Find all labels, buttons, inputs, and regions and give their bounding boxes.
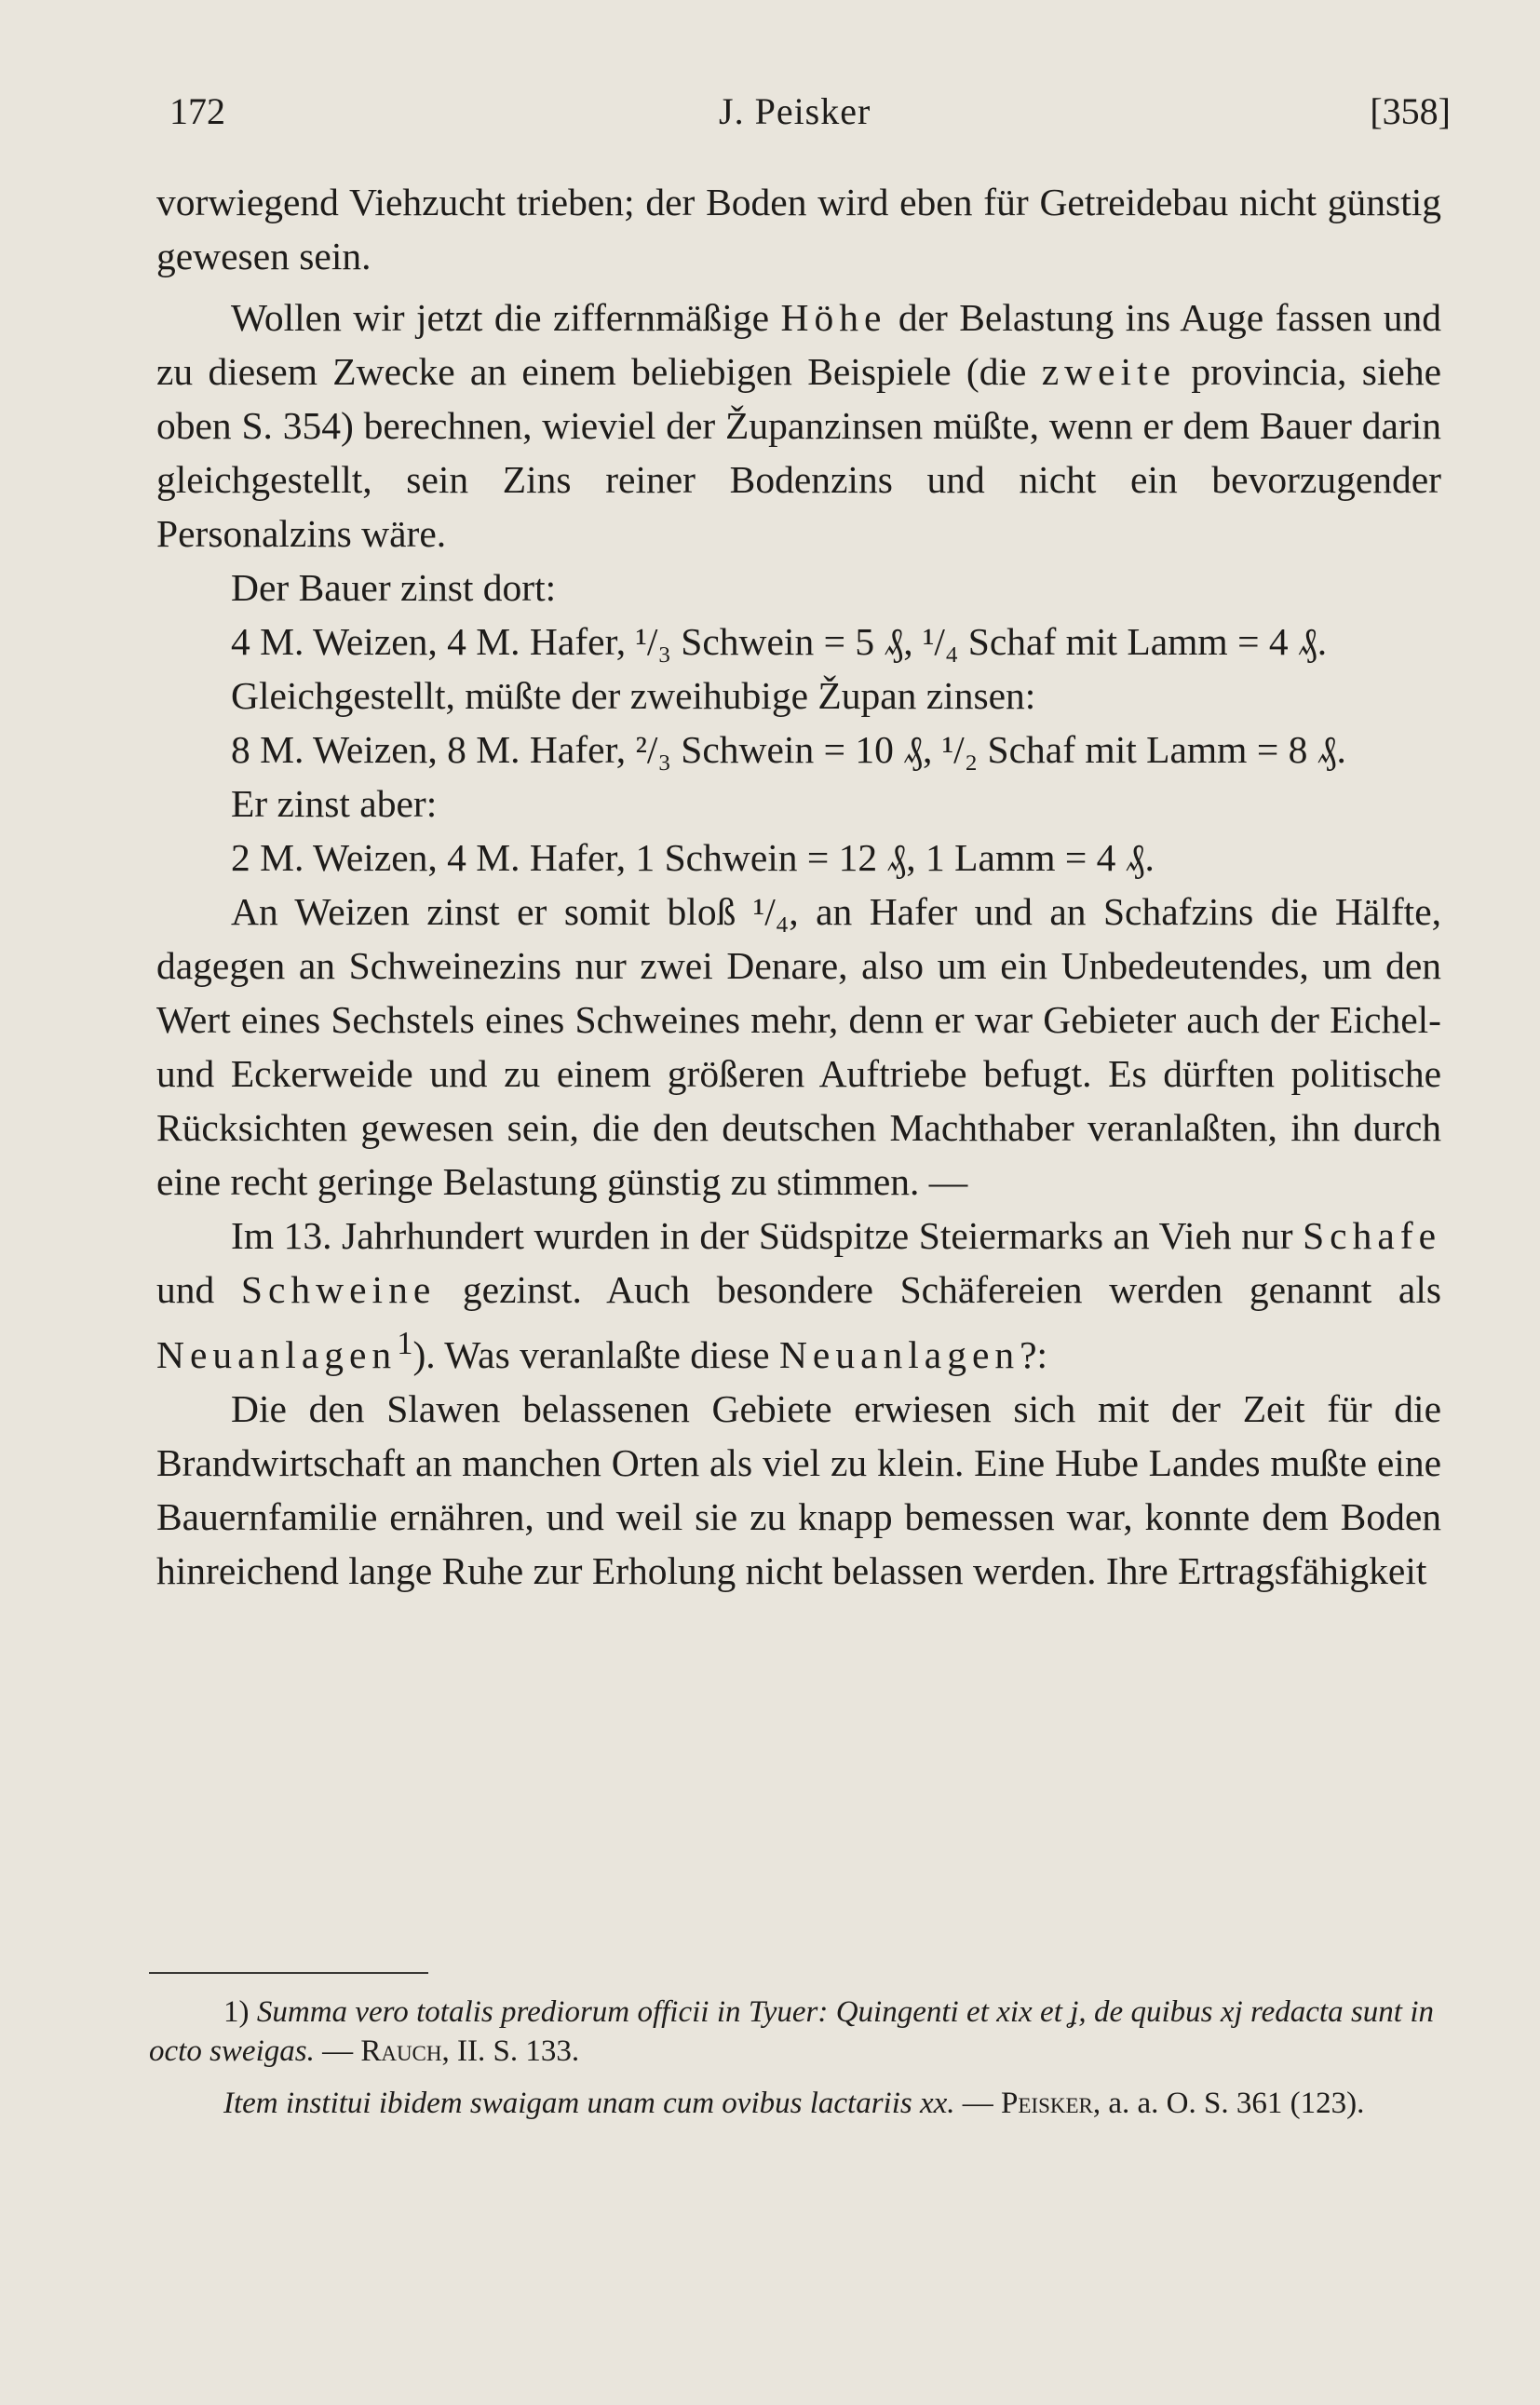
text-run: provincia, siehe oben S. 354) berechnen, wieviel der Županzinsen müßte, wenn er dem Bauer darin gleichgestellt, sein Zins reiner Bodenzins und nicht ein bevorzugender Personalzins wäre. xyxy=(156,350,1441,555)
footnote-reference: — Rauch, II. S. 133. xyxy=(314,2034,580,2068)
text-run: und xyxy=(156,1268,241,1311)
spaced-emphasis: Schweine xyxy=(240,1268,437,1311)
footnote-2 xyxy=(149,2084,1434,2123)
running-header xyxy=(169,89,1451,145)
paragraph-hoehe xyxy=(156,290,1441,561)
footnote-marker[interactable]: 1 xyxy=(397,1326,413,1361)
footnotes xyxy=(149,1993,1434,2123)
original-page-number: [358] xyxy=(1370,90,1451,132)
text-run: Wollen wir jetzt die ziffernmäßige xyxy=(231,296,781,339)
paragraph-slawen: Die den Slawen belassenen Gebiete erwiesen sich mit der Zeit für die Brandwirtschaft an manchen Orten als viel zu klein. Eine Hube Landes mußte eine Bauernfamilie ernähren, und weil sie zu knapp bemessen war, konnte dem Boden hinreichend lange Ruhe zur Erholung nicht belassen werden. Ihre Ertragsfähigkeit xyxy=(156,1386,1441,1592)
text-run: ?: xyxy=(1020,1332,1048,1376)
line-er-zinst: Er zinst aber: xyxy=(231,782,438,825)
text-run: Im 13. Jahrhundert wurden in der Südspitze Steiermarks an Vieh nur xyxy=(231,1214,1304,1257)
footnote-latin-quote: Item institui ibidem swaigam unam cum ovibus lactariis xx. xyxy=(223,2087,955,2120)
paragraph-zupan-values: 8 M. Weizen, 8 M. Hafer, ²/₃ Schwein = 10 ₰, ¹/₂ Schaf mit Lamm = 8 ₰. xyxy=(231,728,1346,771)
text-run: ). Was veranlaßte diese xyxy=(412,1332,779,1376)
running-head-author: J. Peisker xyxy=(719,90,871,132)
line-bauer-zinst: Der Bauer zinst dort: xyxy=(231,566,557,609)
spaced-emphasis: Schafe xyxy=(1303,1214,1441,1257)
text-run: gezinst. Auch besondere Schäfereien werden genannt als xyxy=(436,1268,1442,1311)
spaced-emphasis: Neuanlagen xyxy=(778,1332,1020,1376)
footnote-1 xyxy=(149,1993,1434,2071)
footnote-number: 1) xyxy=(223,1995,250,2029)
page-number: 172 xyxy=(169,90,225,132)
footnote-latin-quote: Summa vero totalis prediorum officii in Tyuer: Quingenti et xix et ʝ, de quibus xj redacta sunt in octo sweigas. xyxy=(149,1995,1434,2068)
line-actual-values: 2 M. Weizen, 4 M. Hafer, 1 Schwein = 12 ₰, 1 Lamm = 4 ₰. xyxy=(231,836,1155,879)
footnote-reference: a. a. O. S. 361 (123). xyxy=(1101,2087,1365,2120)
paragraph-continuation: vorwiegend Viehzucht trieben; der Boden wird eben für Getreidebau nicht günstig gewesen sein. xyxy=(156,181,1441,277)
paragraph-13-jahrhundert xyxy=(156,1209,1441,1382)
spaced-emphasis: Höhe xyxy=(780,296,887,339)
line-gleichgestellt: Gleichgestellt, müßte der zweihubige Župan zinsen: xyxy=(231,674,1036,717)
footnote-divider xyxy=(149,1972,428,1974)
footnote-reference: — Peisker, xyxy=(954,2087,1101,2120)
paragraph-weizen: An Weizen zinst er somit bloß ¹/₄, an Hafer und an Schafzins die Hälfte, dagegen an Schweinezins nur zwei Denare, also um ein Unbedeutendes, um den Wert eines Sechstels eines Schweines mehr, denn er war Gebieter auch der Eichel- und Eckerweide und zu einem größeren Auftriebe befugt. Es dürften politische Rücksichten gewesen sein, die den deutschen Machthaber veranlaßten, ihn durch eine recht geringe Belastung günstig zu stimmen. — xyxy=(156,890,1441,1203)
paragraph-bauer-values: 4 M. Weizen, 4 M. Hafer, ¹/₃ Schwein = 5 ₰, ¹/₄ Schaf mit Lamm = 4 ₰. xyxy=(231,620,1328,663)
spaced-emphasis: zweite xyxy=(1041,350,1177,393)
text-run: der Belastung ins Auge fassen und zu diesem Zwecke an einem beliebigen Beispiele (die xyxy=(156,296,1441,393)
spaced-emphasis: Neuanlagen xyxy=(156,1332,398,1376)
main-text xyxy=(156,175,1441,1598)
